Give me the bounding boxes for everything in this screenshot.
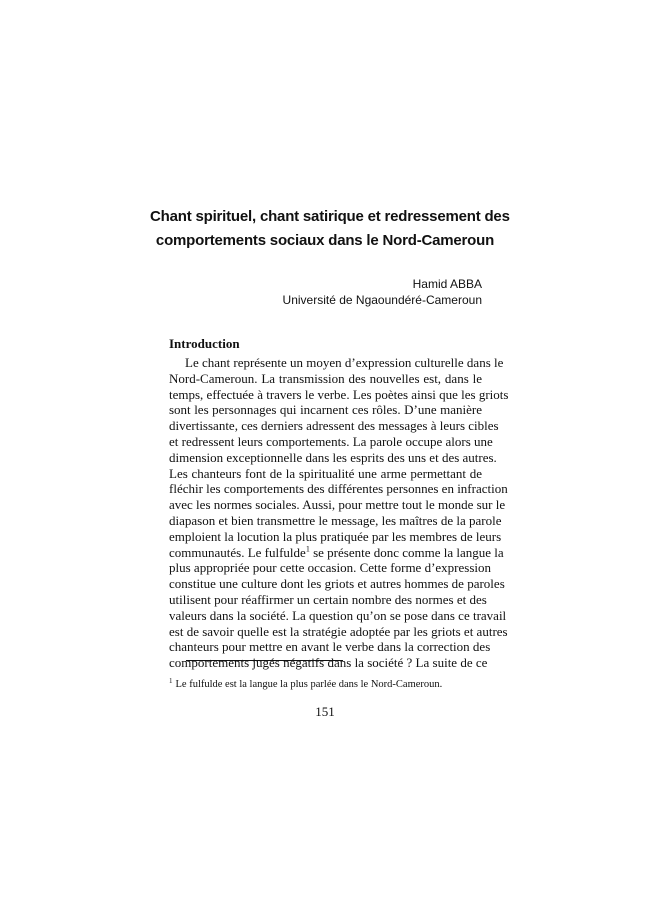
section-heading: Introduction [169,336,240,351]
title-line-2: comportements sociaux dans le Nord-Cameroun [155,232,495,249]
body-line: valeurs dans la société. La question qu’on se pose dans ce travail [169,607,507,623]
body-line: emploient la locution la plus pratiquée par les membres de leurs [169,528,502,544]
footnote [169,678,442,692]
body-line-with-footnote [169,544,504,561]
footnote-separator [186,660,343,661]
body-line: divertissante, ces derniers adressent des messages à leurs cibles [169,418,499,434]
body-line: constitue une culture dont les griots et autres hommes de paroles [169,576,505,592]
title-line-1: Chant spirituel, chant satirique et redressement des [150,208,510,225]
body-line: dimension exceptionnelle dans les esprits des uns et des autres. [169,449,497,465]
body-line: temps, effectuée à travers le verbe. Les poètes ainsi que les griots [169,386,509,402]
body-line: fléchir les comportements des différentes personnes en infraction [169,481,508,497]
body-line-head: communautés. Le fulfulde [169,544,306,560]
body-line: et redressent leurs comportements. La parole occupe alors une [169,433,493,449]
body-paragraph [169,355,509,671]
body-line: est de savoir quelle est la stratégie adoptée par les griots et autres [169,623,508,639]
body-line: Nord-Cameroun. La transmission des nouvelles est, dans le [169,370,482,386]
body-line: plus appropriée pour cette occasion. Cette forme d’expression [169,560,491,576]
footnote-text: Le fulfulde est la langue la plus parlée dans le Nord-Cameroun. [175,679,443,690]
page-number: 151 [315,704,335,719]
body-line: utilisent pour réaffirmer un certain nombre des normes et des [169,591,487,607]
body-line: sont les personnages qui incarnent ces rôles. D’une manière [169,402,482,418]
body-line: chanteurs pour mettre en avant le verbe dans la correction des [169,639,491,655]
body-line: Le chant représente un moyen d’expression culturelle dans le [185,355,504,370]
article-title [150,205,510,253]
footnote-reference[interactable]: 1 [305,544,310,554]
body-line: diapason et bien transmettre le message, les maîtres de la parole [169,512,502,528]
author-name: Hamid ABBA [412,277,482,291]
footnote-marker: 1 [169,676,173,685]
body-line-tail: se présente donc comme la langue la [309,544,504,560]
author-affiliation: Université de Ngaoundéré-Cameroun [282,293,482,307]
body-line: comportements jugés négatifs dans la société ? La suite de ce [169,655,488,671]
body-line: Les chanteurs font de la spiritualité une arme permettant de [169,465,482,481]
author-block [283,276,482,308]
body-line: avec les normes sociales. Aussi, pour mettre tout le monde sur le [169,497,506,513]
